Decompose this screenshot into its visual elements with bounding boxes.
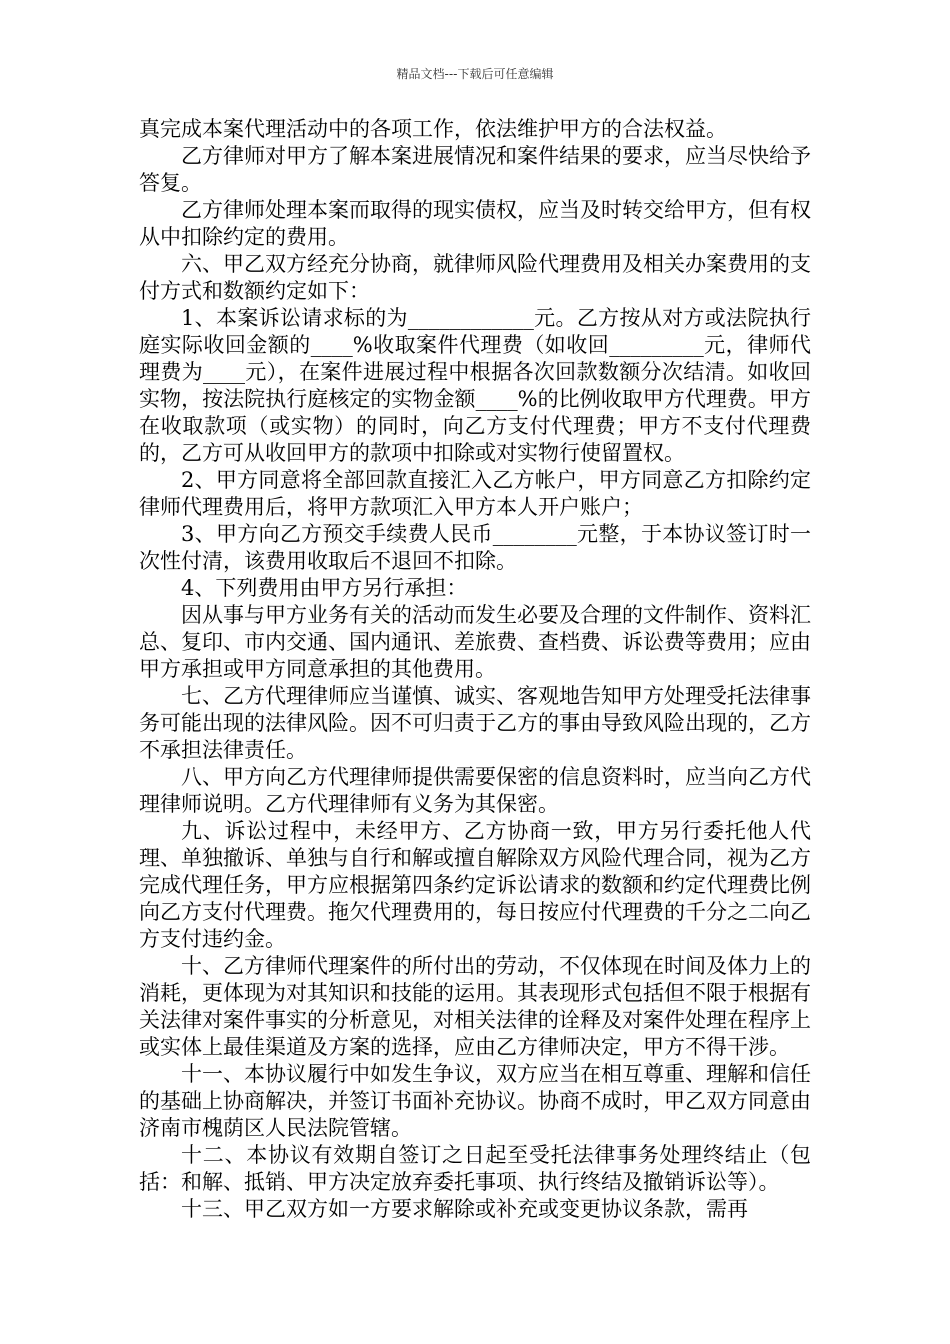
clause-7: 七、乙方代理律师应当谨慎、诚实、客观地告知甲方处理受托法律事务可能出现的法律风险。因不可归责于乙方的事由导致风险出现的，乙方不承担法律责任。 [139, 684, 811, 762]
clause-11: 十一、本协议履行中如发生争议，双方应当在相互尊重、理解和信任的基础上协商解决，并签订书面补充协议。协商不成时，甲乙双方同意由济南市槐荫区人民法院管辖。 [139, 1062, 811, 1140]
clause-6-item-3: 3、甲方向乙方预交手续费人民币________元整，于本协议签订时一次性付清，该费用收取后不退回不扣除。 [139, 522, 811, 573]
clause-6: 六、甲乙双方经充分协商，就律师风险代理费用及相关办案费用的支付方式和数额约定如下： [139, 252, 811, 303]
paragraph-2: 乙方律师对甲方了解本案进展情况和案件结果的要求，应当尽快给予答复。 [139, 144, 811, 195]
clause-9: 九、诉讼过程中，未经甲方、乙方协商一致，甲方另行委托他人代理、单独撤诉、单独与自行和解或擅自解除双方风险代理合同，视为乙方完成代理任务，甲方应根据第四条约定诉讼请求的数额和约定代理费比例向乙方支付代理费。拖欠代理费用的，每日按应付代理费的千分之二向乙方支付违约金。 [139, 819, 811, 951]
clause-6-item-4: 4、下列费用由甲方另行承担： [181, 576, 468, 600]
paragraph-3: 乙方律师处理本案而取得的现实债权，应当及时转交给甲方，但有权从中扣除约定的费用。 [139, 198, 811, 249]
document-body [139, 116, 811, 1223]
page-header: 精品文档---下载后可任意编辑 [396, 67, 554, 81]
paragraph-1: 真完成本案代理活动中的各项工作，依法维护甲方的合法权益。 [139, 117, 727, 141]
clause-13: 十三、甲乙双方如一方要求解除或补充或变更协议条款，需再 [181, 1197, 748, 1221]
clause-10: 十、乙方律师代理案件的所付出的劳动，不仅体现在时间及体力上的消耗，更体现为对其知识和技能的运用。其表现形式包括但不限于根据有关法律对案件事实的分析意见，对相关法律的诠释及对案件处理在程序上或实体上最佳渠道及方案的选择，应由乙方律师决定，甲方不得干涉。 [139, 954, 811, 1059]
clause-6-item-2: 2、甲方同意将全部回款直接汇入乙方帐户，甲方同意乙方扣除约定律师代理费用后，将甲方款项汇入甲方本人开户账户； [139, 468, 811, 519]
clause-12: 十二、本协议有效期自签订之日起至受托法律事务处理终结止（包括：和解、抵销、甲方决定放弃委托事项、执行终结及撤销诉讼等）。 [139, 1143, 811, 1194]
clause-6-item-4-detail: 因从事与甲方业务有关的活动而发生必要及合理的文件制作、资料汇总、复印、市内交通、国内通讯、差旅费、查档费、诉讼费等费用；应由甲方承担或甲方同意承担的其他费用。 [139, 603, 811, 681]
clause-6-item-1: 1、本案诉讼请求标的为____________元。乙方按从对方或法院执行庭实际收回金额的____%收取案件代理费（如收回_________元，律师代理费为____元），在案件进展过程中根据各次回款数额分次结清。如收回实物，按法院执行庭核定的实物金额____%的比例收取甲方代理费。甲方在收取款项（或实物）的同时，向乙方支付代理费；甲方不支付代理费的，乙方可从收回甲方的款项中扣除或对实物行使留置权。 [139, 306, 811, 465]
clause-8: 八、甲方向乙方代理律师提供需要保密的信息资料时，应当向乙方代理律师说明。乙方代理律师有义务为其保密。 [139, 765, 811, 816]
